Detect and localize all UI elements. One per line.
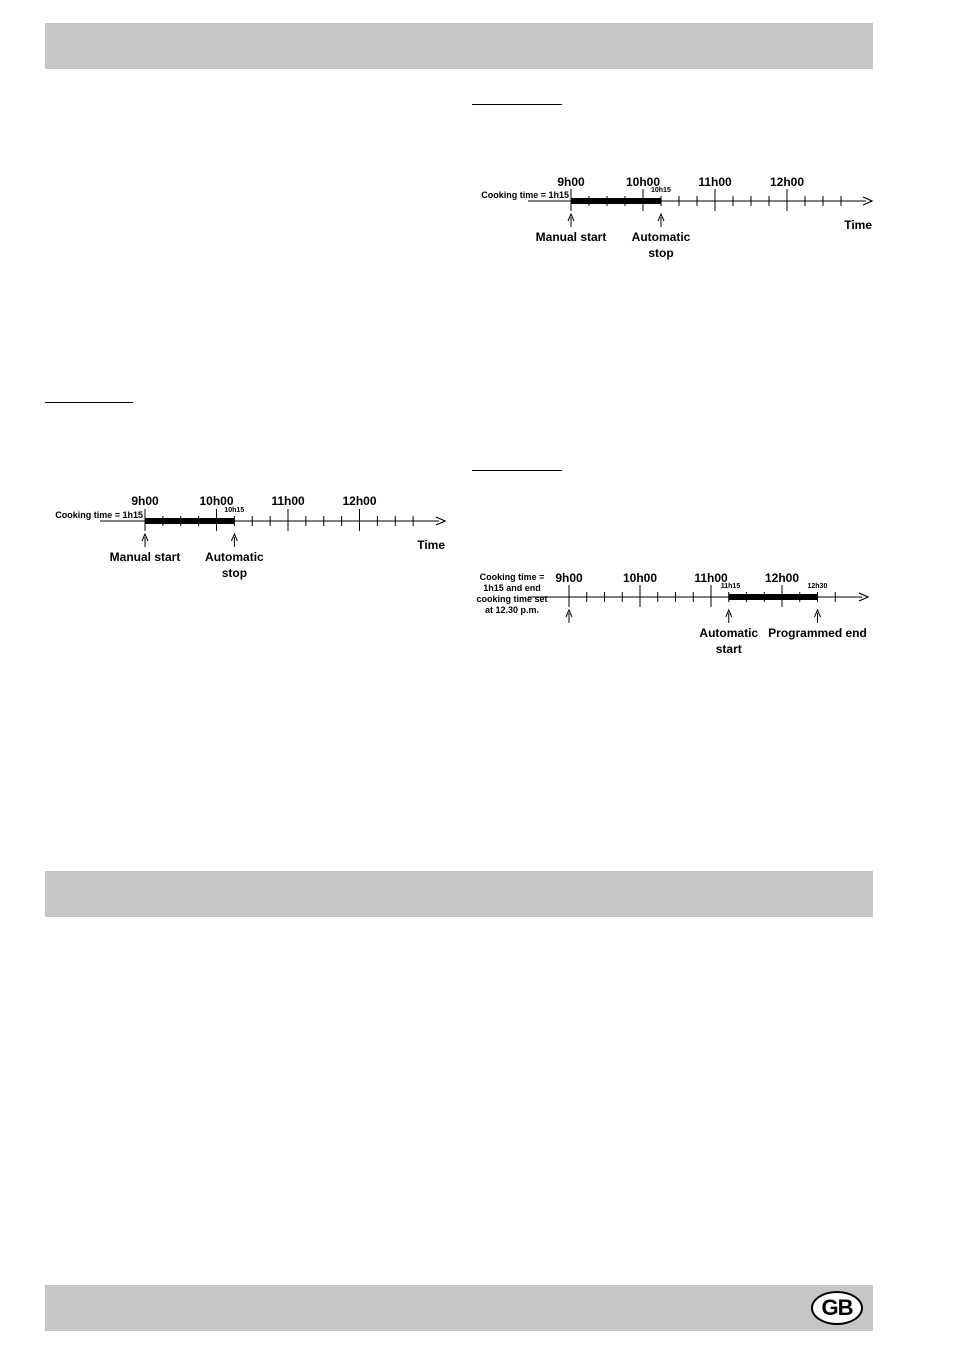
marker-label: stop bbox=[221, 566, 248, 580]
cooking-bar bbox=[145, 518, 234, 524]
timeline-left bbox=[40, 488, 450, 588]
cooking-time-label-line: at 12.30 p.m. bbox=[484, 605, 540, 615]
cooking-time-label-line: Cooking time = bbox=[479, 572, 545, 582]
cooking-time-label: Cooking time = 1h15 bbox=[481, 190, 569, 200]
timeline-right-top bbox=[468, 168, 878, 268]
hour-label: 10h00 bbox=[625, 175, 661, 189]
cooking-time-label: Cooking time = 1h15 bbox=[55, 510, 143, 520]
country-badge bbox=[811, 1291, 863, 1325]
bar-end-label: 10h15 bbox=[224, 507, 245, 514]
header-band-middle bbox=[45, 871, 873, 917]
hour-label: 11h00 bbox=[271, 494, 305, 508]
hour-label: 12h00 bbox=[769, 175, 805, 189]
cooking-bar bbox=[571, 198, 661, 204]
hour-label: 10h00 bbox=[199, 494, 234, 508]
marker-label: Automatic bbox=[205, 550, 264, 564]
cooking-time-label-line: 1h15 and end bbox=[483, 583, 541, 593]
axis-label: Time bbox=[844, 218, 872, 232]
marker-label: start bbox=[715, 642, 742, 656]
hour-label: 10h00 bbox=[622, 571, 658, 585]
marker-label: Programmed end bbox=[768, 626, 867, 640]
marker-label: Manual start bbox=[109, 550, 181, 564]
heading-underline-left bbox=[45, 402, 133, 403]
header-band-top bbox=[45, 23, 873, 69]
cooking-time-label-line: cooking time set bbox=[476, 594, 548, 604]
hour-label: 9h00 bbox=[557, 175, 585, 189]
hour-label: 9h00 bbox=[131, 494, 159, 508]
axis-label: Time bbox=[417, 538, 445, 552]
hour-label: 11h00 bbox=[694, 571, 728, 585]
hour-label: 9h00 bbox=[555, 571, 583, 585]
timeline-right-bottom bbox=[468, 564, 878, 664]
bar-end-label: 10h15 bbox=[651, 187, 671, 194]
footer-band bbox=[45, 1285, 873, 1331]
hour-label: 11h00 bbox=[698, 175, 732, 189]
hour-label: 12h00 bbox=[764, 571, 800, 585]
heading-underline-right-bottom bbox=[472, 470, 562, 471]
bar-end-label: 12h30 bbox=[807, 583, 828, 590]
marker-label: Automatic bbox=[631, 230, 691, 244]
marker-label: stop bbox=[648, 246, 674, 260]
heading-underline-right-top bbox=[472, 104, 562, 105]
country-badge-label: GB bbox=[821, 1295, 853, 1320]
cooking-bar bbox=[729, 594, 818, 600]
marker-label: Manual start bbox=[535, 230, 607, 244]
bar-start-label: 11h15 bbox=[720, 583, 741, 590]
marker-label: Automatic bbox=[699, 626, 759, 640]
hour-label: 12h00 bbox=[342, 494, 377, 508]
